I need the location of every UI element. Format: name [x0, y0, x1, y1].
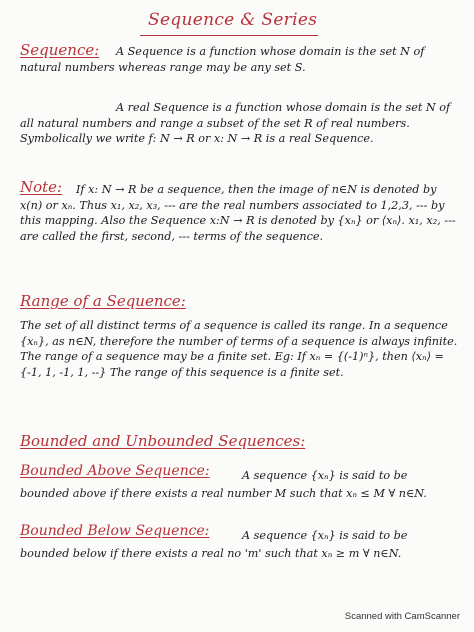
bounded-below-text: A sequence {xₙ} is said to be bounded below if there exists a real no 'm' such that xₙ ≥ m ∀ n∈N.	[20, 529, 408, 560]
bounded-above-heading: Bounded Above Sequence:	[20, 463, 210, 479]
note-heading: Note:	[20, 178, 63, 196]
range-heading: Range of a Sequence:	[20, 292, 186, 310]
bounded-below-heading: Bounded Below Sequence:	[20, 523, 210, 539]
page-title: Sequence & Series	[148, 10, 318, 30]
range-text: The set of all distinct terms of a sequence is called its range. In a sequence {xₙ}, as n∈N, therefore the number of terms of a sequence is always infinite. The range of a sequence may be a finite set. Eg: If xₙ = {(-1)ⁿ}, then ⟨xₙ⟩ = {-1, 1, -1, 1, --} The range of this sequence is a finite set.	[20, 319, 458, 379]
bounded-heading: Bounded and Unbounded Sequences:	[20, 432, 306, 450]
real-sequence-definition: A real Sequence is a function whose domain is the set N of all natural numbers and range a subset of the set R of real numbers. Symbolically we write f: N → R or x: N → R is a real Sequence.	[20, 101, 451, 145]
scanner-watermark: Scanned with CamScanner	[344, 611, 460, 622]
sequence-definition: A Sequence is a function whose domain is the set N of natural numbers whereas range may be any set S.	[20, 45, 425, 74]
sequence-heading: Sequence:	[20, 41, 100, 59]
bounded-above-text: A sequence {xₙ} is said to be bounded above if there exists a real number M such that xₙ ≤ M ∀ n∈N.	[20, 469, 427, 500]
note-text: If x: N → R be a sequence, then the image of n∈N is denoted by x(n) or xₙ. Thus x₁, x₂, x₃, --- are the real numbers associated to 1,2,3, --- by this mapping. Also the Sequence x:N → R is denoted by {xₙ} or ⟨xₙ⟩. x₁, x₂, --- are called the first, second, --- terms of the sequence.	[20, 183, 456, 243]
title-underline	[140, 35, 318, 36]
